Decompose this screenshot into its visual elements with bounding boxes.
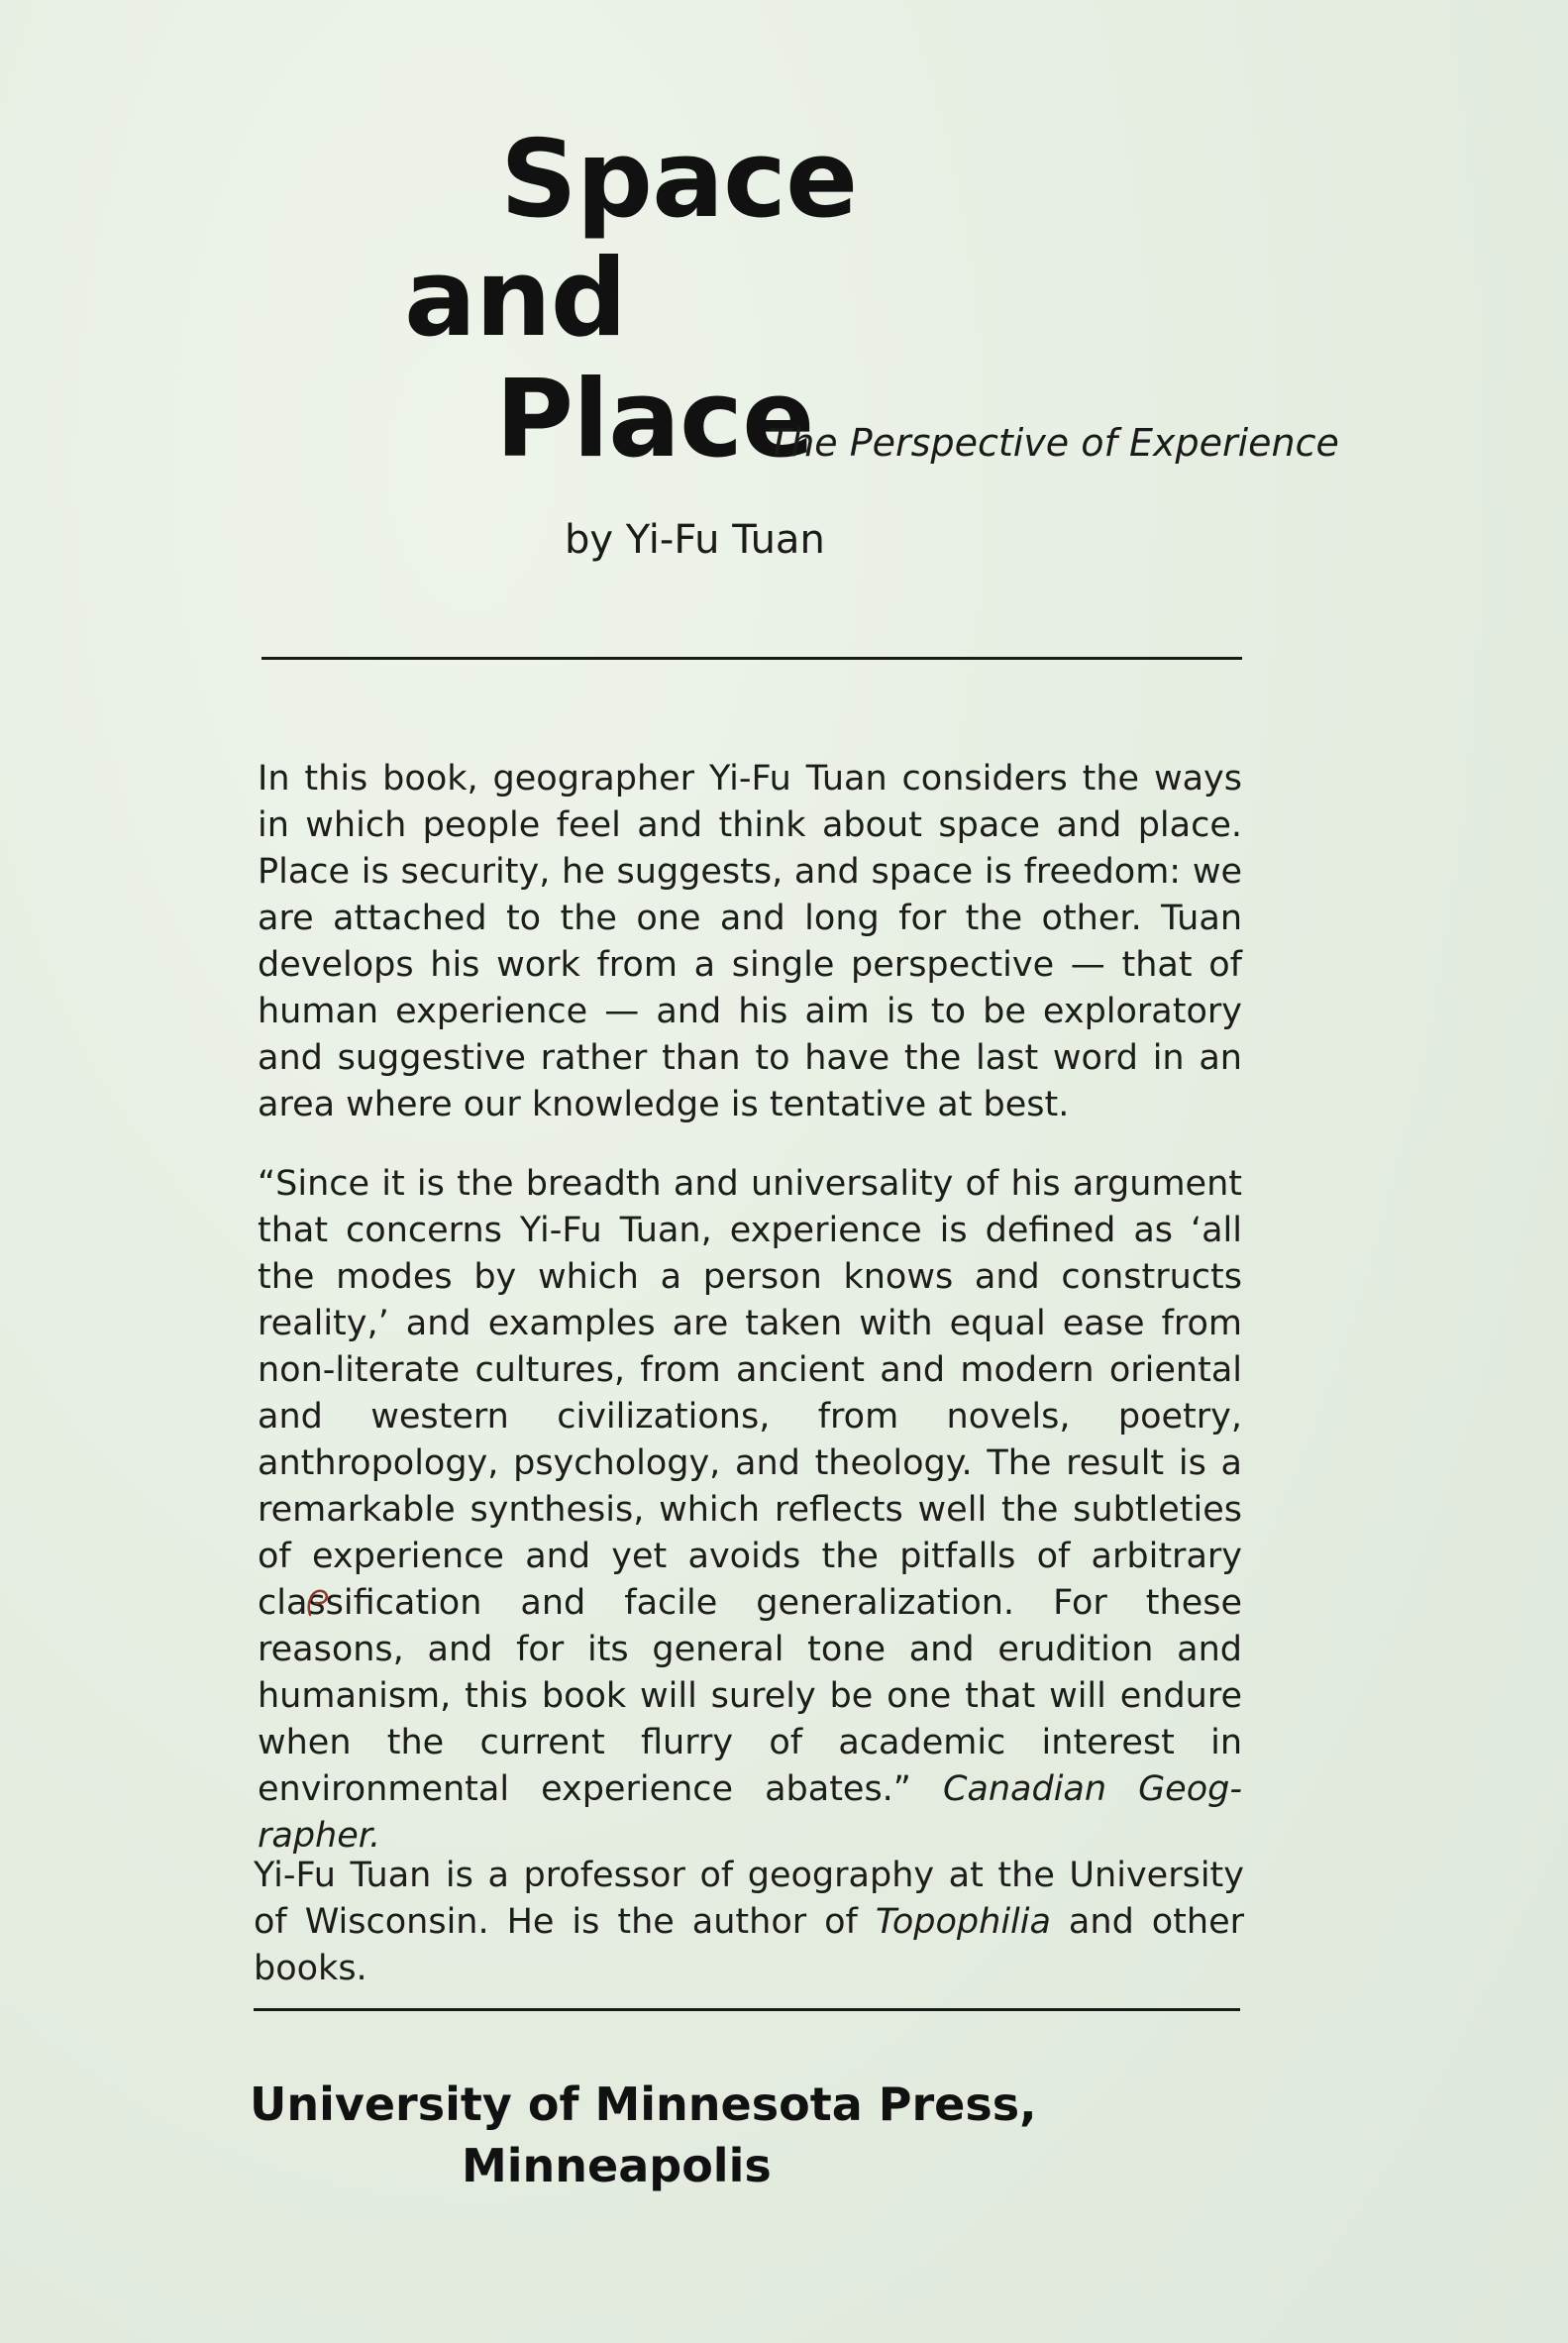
- title-line-place: Place: [495, 358, 814, 481]
- title-line-and: and: [404, 237, 627, 361]
- author-bio-text: Yi-Fu Tuan is a professor of geography at the University of Wisconsin. He is the author of: [254, 1856, 1244, 1942]
- publisher-city: Minneapolis: [462, 2139, 772, 2192]
- author-bio-text-end: and other books.: [254, 1902, 1245, 1988]
- top-divider: [261, 657, 1242, 660]
- book-description: In this book, geographer Yi-Fu Tuan considers the ways in which people feel and think about space and place. Place is security, he suggests, and space is freedom: we are attached to the one and long for the other. Tuan develops his work from a single perspective — that of human experience — and his aim is to be exploratory and suggestive rather than to have the last word in an area where our knowledge is tentative at best.: [258, 759, 1242, 1124]
- author-bio: [254, 1853, 1244, 1992]
- handwritten-mark-icon: [302, 1585, 334, 1621]
- subtitle: The Perspective of Experience: [768, 421, 1339, 465]
- publisher-imprint: [250, 2074, 1037, 2196]
- bottom-divider: [254, 2008, 1240, 2011]
- review-source: Canadian Geographer.: [258, 1769, 1242, 1856]
- review-paragraph: [258, 1161, 1242, 1860]
- title-line-space: Space: [500, 118, 858, 242]
- review-quote: “Since it is the breadth and universality of his argument that concerns Yi-Fu Tuan, experience is defined as ‘all the modes by which a person knows and constructs reality,’ and examples are taken with equal ease from non-literate cultures, from ancient and modern oriental and western civilizations, from novels, poetry, anthropology, psychology, and theology. The result is a remarkable synthesis, which reflects well the subtleties of experience and yet avoids the pitfalls of arbitrary classification and facile generalization. For these reasons, and for its general tone and erudition and humanism, this book will surely be one that will endure when the current flurry of academic interest in environmental experience abates.”: [258, 1164, 1242, 1809]
- publisher-name: University of Minnesota Press,: [250, 2077, 1037, 2131]
- author-byline: by Yi-Fu Tuan: [565, 517, 825, 563]
- author-bio-book-title: Topophilia: [875, 1902, 1051, 1942]
